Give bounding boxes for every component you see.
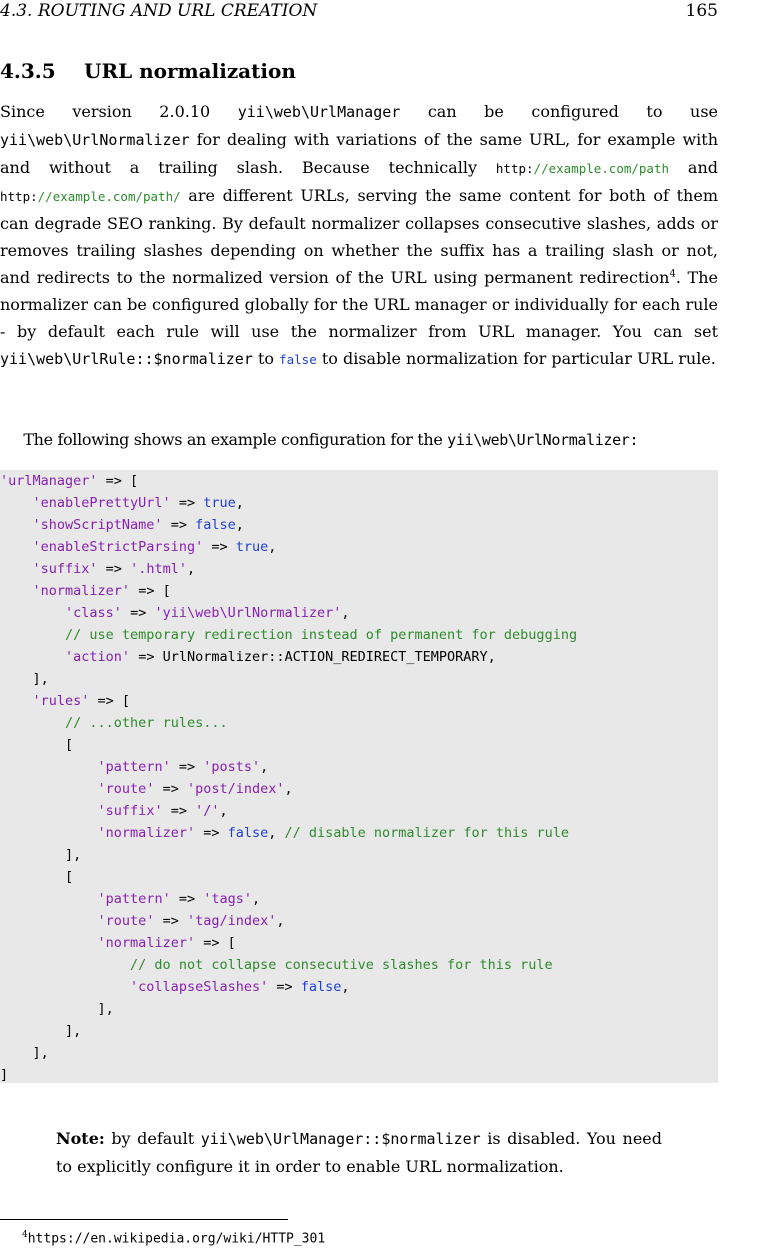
code-urlmanager: yii\web\UrlManager: [237, 103, 401, 121]
code-token: 'collapseSlashes': [130, 979, 269, 995]
code-token: 'class': [65, 605, 122, 621]
code-token: 'showScriptName': [32, 517, 163, 533]
code-token: ],: [0, 671, 49, 687]
code-token: ,: [341, 605, 350, 621]
code-token: [0, 957, 130, 973]
code-line: [0, 514, 244, 536]
code-token: ,: [268, 825, 285, 841]
code-token: 'enableStrictParsing': [32, 539, 204, 555]
running-header: [0, 0, 718, 24]
code-token: '/': [195, 803, 220, 819]
code-token: 'yii\web\UrlNormalizer': [154, 605, 342, 621]
code-token: 'rules': [32, 693, 90, 709]
code-token: =>: [170, 759, 204, 775]
code-token: =>: [162, 517, 196, 533]
code-token: 'suffix': [97, 803, 163, 819]
code-token: => [: [195, 935, 236, 951]
code-token: 'tags': [203, 891, 252, 907]
code-block: [0, 470, 718, 1083]
running-header-section: 4.3. ROUTING AND URL CREATION: [0, 1, 318, 21]
code-intro: [0, 428, 771, 452]
code-token: =>: [203, 539, 236, 555]
note-text-1: by default: [104, 1129, 201, 1148]
code-line: [0, 646, 496, 668]
code-line: [0, 492, 244, 514]
code-token: [0, 913, 98, 929]
code-line: [0, 712, 228, 734]
code-token: 'pattern': [97, 891, 171, 907]
code-token: // disable normalizer for this rule: [284, 825, 569, 841]
note-box: [56, 1125, 662, 1181]
code-token: ,: [341, 979, 350, 995]
code-token: ],: [0, 1045, 49, 1061]
code-line: [0, 800, 228, 822]
footnote-number: 4: [22, 1230, 28, 1240]
code-line: [0, 734, 73, 756]
code-token: false: [227, 825, 269, 841]
code-token: ]: [0, 1067, 9, 1083]
code-token: =>: [170, 495, 204, 511]
para-text-1: Since version 2.0.10: [0, 102, 238, 121]
note-code: yii\web\UrlManager::$normalizer: [200, 1130, 481, 1148]
note-label: Note:: [56, 1129, 105, 1148]
code-token: 'pattern': [97, 759, 171, 775]
code-token: 'urlManager': [0, 473, 98, 489]
code-line: [0, 822, 569, 844]
code-token: [0, 495, 33, 511]
code-line: [0, 910, 285, 932]
code-token: [0, 693, 33, 709]
code-line: [0, 888, 260, 910]
code-token: => UrlNormalizer::ACTION_REDIRECT_TEMPORARY,: [130, 649, 496, 665]
code-token: // use temporary redirection instead of permanent for debugging: [65, 627, 578, 643]
code-token: =>: [268, 979, 301, 995]
code-token: =>: [170, 891, 204, 907]
footnote-rule: [0, 1219, 288, 1220]
code-token: [0, 517, 33, 533]
code-line: [0, 844, 81, 866]
para-text-2: can be configured to use: [400, 102, 719, 121]
code-token: =>: [97, 561, 131, 577]
code-line: [0, 778, 293, 800]
code-token: [0, 605, 65, 621]
code-token: [0, 759, 98, 775]
code-token: [0, 539, 33, 555]
section-title: URL normalization: [84, 59, 296, 83]
code-token: => [: [97, 473, 139, 489]
code-token: [0, 803, 98, 819]
page-number: 165: [685, 1, 718, 21]
code-token: 'action': [65, 649, 131, 665]
para-text-4: and: [669, 158, 719, 177]
code-token: true: [203, 495, 236, 511]
code-line: [0, 954, 553, 976]
code-token: [0, 649, 65, 665]
code-token: ,: [235, 517, 244, 533]
code-token: 'normalizer': [97, 935, 196, 951]
code-token: true: [235, 539, 269, 555]
code-token: false: [300, 979, 342, 995]
code-token: // ...other rules...: [65, 715, 228, 731]
code-line: [0, 1020, 81, 1042]
code-token: 'normalizer': [97, 825, 196, 841]
code-token: [0, 891, 98, 907]
para-text-3: for dealing with variations of the same URL, for example with and without a trailing slash. Because technically: [0, 130, 718, 177]
note-text-2: is disabled. You need to explicitly configure it in order to enable URL normalization.: [56, 1129, 663, 1176]
code-token: =>: [154, 913, 187, 929]
code-token: =>: [162, 803, 196, 819]
code-line: [0, 976, 350, 998]
code-line: [0, 580, 171, 602]
section-heading: [0, 57, 718, 85]
footnote: [22, 1226, 325, 1248]
code-token: =>: [121, 605, 155, 621]
code-line: [0, 668, 49, 690]
code-token: ,: [219, 803, 228, 819]
para-text-8: to disable normalization for particular URL rule.: [316, 349, 716, 368]
para-text-5: are different URLs, serving the same content for both of them can degrade SEO ranking. By default normalizer collapses consecutive slashes, adds or removes trailing slashes depending on whether the suffix has a trailing slash or not, and redirects to the normalized version of the URL using permanent redirection: [0, 186, 718, 287]
code-token: [0, 781, 98, 797]
code-token: ,: [252, 891, 261, 907]
url-2-scheme: http:: [0, 189, 38, 204]
para-text-7: to: [252, 349, 280, 368]
code-token: [: [0, 737, 74, 753]
footnote-url[interactable]: https://en.wikipedia.org/wiki/HTTP_301: [27, 1231, 326, 1247]
code-line: [0, 690, 130, 712]
code-line: [0, 1042, 49, 1064]
code-token: ,: [260, 759, 269, 775]
code-token: [0, 935, 98, 951]
code-line: [0, 998, 114, 1020]
code-line: [0, 624, 577, 646]
code-token: [0, 561, 33, 577]
url-2-rest: //example.com/path/: [37, 189, 181, 204]
code-token: ],: [0, 847, 82, 863]
code-token: ],: [0, 1001, 114, 1017]
code-token: ,: [268, 539, 277, 555]
code-token: [: [0, 869, 74, 885]
code-token: '.html': [130, 561, 187, 577]
code-line: [0, 1064, 8, 1086]
code-token: 'post/index': [186, 781, 285, 797]
code-line: [0, 932, 236, 954]
code-token: => [: [89, 693, 131, 709]
code-intro-class: yii\web\UrlNormalizer:: [447, 431, 639, 449]
code-urlnormalizer: yii\web\UrlNormalizer: [0, 131, 190, 149]
code-token: 'enablePrettyUrl': [32, 495, 171, 511]
footnote-ref[interactable]: 4: [669, 268, 676, 280]
code-line: [0, 602, 350, 624]
code-token: 'normalizer': [32, 583, 131, 599]
code-token: => [: [130, 583, 171, 599]
code-token: false: [195, 517, 236, 533]
url-1-rest: //example.com/path: [533, 161, 670, 176]
code-token: 'suffix': [32, 561, 98, 577]
code-line: [0, 866, 73, 888]
code-token: ,: [235, 495, 244, 511]
body-paragraph: [0, 98, 718, 373]
code-line: [0, 470, 138, 492]
para-text-6: . The normalizer can be configured globally for the URL manager or individually for each rule - by default each rule will use the normalizer from URL manager. You can set: [0, 268, 719, 341]
code-token: =>: [195, 825, 228, 841]
code-token: 'route': [97, 781, 155, 797]
url-1-scheme: http:: [495, 161, 534, 176]
code-token: ,: [186, 561, 196, 577]
code-token: ,: [284, 781, 293, 797]
code-token: 'route': [97, 913, 155, 929]
code-token: ],: [0, 1023, 82, 1039]
code-line: [0, 536, 276, 558]
code-token: ,: [276, 913, 285, 929]
code-token: [0, 627, 65, 643]
code-token: [0, 715, 65, 731]
code-intro-text: The following shows an example configuration for the: [23, 430, 448, 449]
code-token: 'posts': [203, 759, 261, 775]
url-example-2: [0, 189, 181, 204]
section-number: 4.3.5: [0, 59, 56, 83]
code-token: 'tag/index': [186, 913, 277, 929]
code-line: [0, 756, 268, 778]
keyword-false: false: [279, 352, 317, 367]
code-urlrule-normalizer: yii\web\UrlRule::$normalizer: [0, 350, 253, 368]
code-token: // do not collapse consecutive slashes for this rule: [130, 957, 553, 973]
url-example-1: [496, 161, 669, 176]
code-token: [0, 979, 130, 995]
code-line: [0, 558, 195, 580]
code-token: =>: [154, 781, 187, 797]
code-token: [0, 825, 98, 841]
code-token: [0, 583, 33, 599]
